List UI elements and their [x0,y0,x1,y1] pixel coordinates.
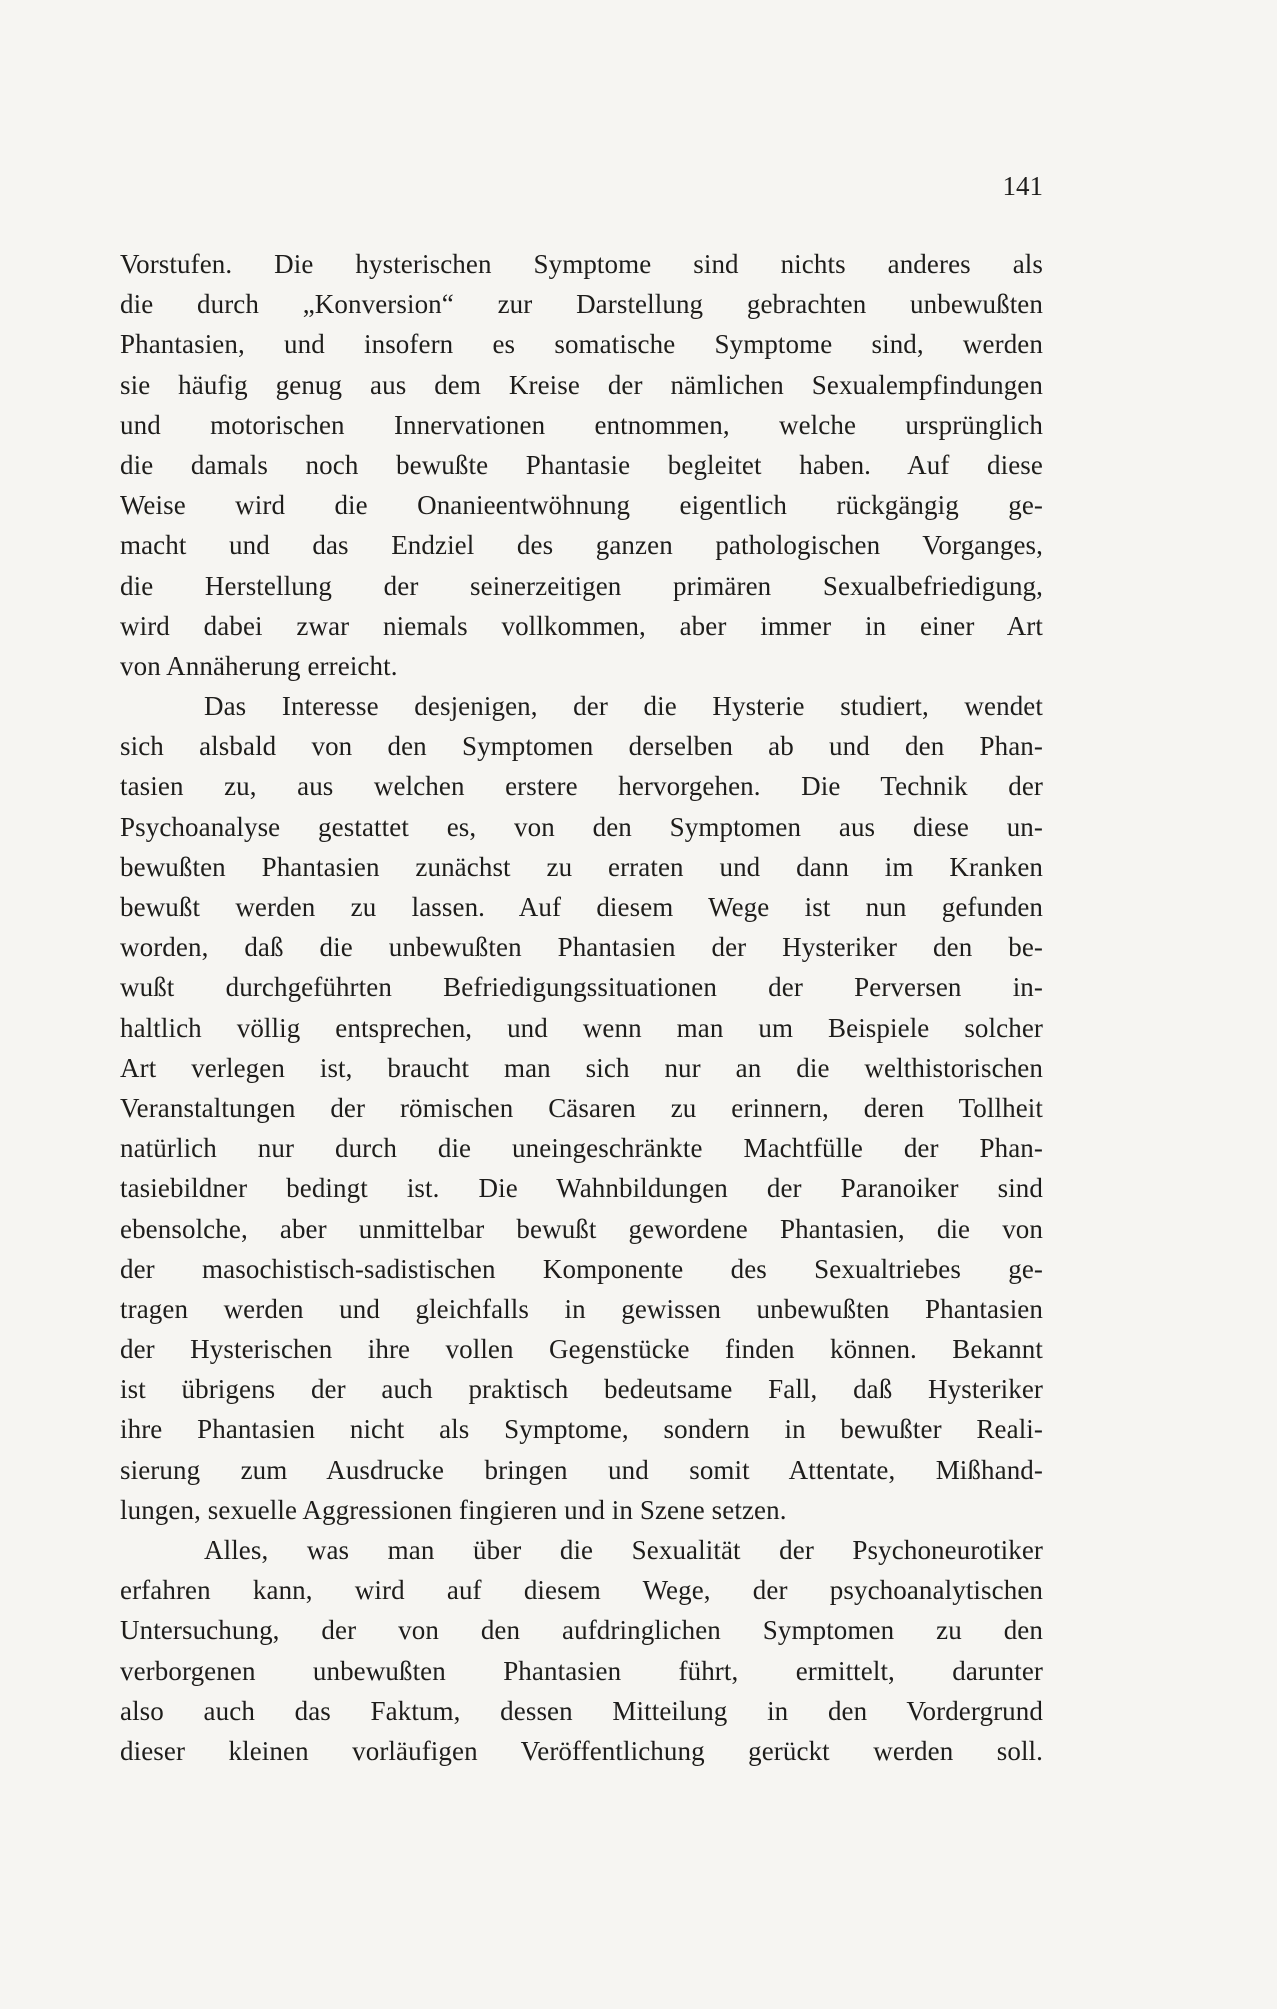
text-line: die Herstellung der seinerzeitigen primären Sexualbefriedigung, [120,570,1043,601]
text-line: und motorischen Innervationen entnommen, welche ursprünglich [120,409,1043,440]
text-line: wird dabei zwar niemals vollkommen, aber immer in einer Art [120,610,1043,641]
text-line: tasiebildner bedingt ist. Die Wahnbildungen der Paranoiker sind [120,1173,1043,1204]
text-line: sierung zum Ausdrucke bringen und somit Attentate, Mißhand- [120,1454,1043,1485]
text-line: lungen, sexuelle Aggressionen fingieren und in Szene setzen. [120,1494,787,1525]
paragraph [120,244,1043,686]
text-line: Alles, was man über die Sexualität der Psychoneurotiker [204,1535,1043,1565]
text-line: ebensolche, aber unmittelbar bewußt gewordene Phantasien, die von [120,1213,1043,1244]
text-line: Veranstaltungen der römischen Cäsaren zu erinnern, deren Tollheit [120,1092,1043,1123]
text-line: haltlich völlig entsprechen, und wenn man um Beispiele solcher [120,1012,1043,1043]
text-line: also auch das Faktum, dessen Mitteilung in den Vordergrund [120,1695,1043,1726]
text-line: der masochistisch-sadistischen Komponente des Sexualtriebes ge- [120,1253,1043,1284]
text-line: sich alsbald von den Symptomen derselben ab und den Phan- [120,731,1043,762]
text-line: erfahren kann, wird auf diesem Wege, der psychoanalytischen [120,1575,1043,1606]
paragraph [120,686,1043,1530]
text-line: tasien zu, aus welchen erstere hervorgehen. Die Technik der [120,771,1043,802]
text-line: Art verlegen ist, braucht man sich nur an die welthistorischen [120,1052,1043,1083]
text-line: die durch „Konversion“ zur Darstellung gebrachten unbewußten [120,289,1043,320]
text-line: Vorstufen. Die hysterischen Symptome sind nichts anderes als [120,249,1043,279]
paragraph [120,1530,1043,1771]
text-line: natürlich nur durch die uneingeschränkte Machtfülle der Phan- [120,1133,1043,1164]
text-line: der Hysterischen ihre vollen Gegenstücke finden können. Bekannt [120,1334,1043,1365]
text-line: macht und das Endziel des ganzen pathologischen Vorganges, [120,530,1043,561]
text-line: dieser kleinen vorläufigen Veröffentlichung gerückt werden soll. [120,1735,1043,1766]
text-line: tragen werden und gleichfalls in gewissen unbewußten Phantasien [120,1293,1043,1324]
text-line: ihre Phantasien nicht als Symptome, sondern in bewußter Reali- [120,1414,1043,1445]
text-line: ist übrigens der auch praktisch bedeutsame Fall, daß Hysteriker [120,1374,1043,1405]
text-line: verborgenen unbewußten Phantasien führt, ermittelt, darunter [120,1655,1043,1686]
text-line: bewußten Phantasien zunächst zu erraten und dann im Kranken [120,851,1043,882]
text-line: sie häufig genug aus dem Kreise der nämlichen Sexualempfindungen [120,369,1043,400]
text-line: von Annäherung erreicht. [120,650,398,681]
text-line: worden, daß die unbewußten Phantasien der Hysteriker den be- [120,932,1043,963]
text-line: Weise wird die Onanieentwöhnung eigentlich rückgängig ge- [120,490,1043,521]
text-line: wußt durchgeführten Befriedigungssituationen der Perversen in- [120,972,1043,1003]
text-line: Untersuchung, der von den aufdringlichen Symptomen zu den [120,1615,1043,1646]
text-line: die damals noch bewußte Phantasie begleitet haben. Auf diese [120,449,1043,480]
text-line: bewußt werden zu lassen. Auf diesem Wege ist nun gefunden [120,892,1043,922]
text-line: Phantasien, und insofern es somatische Symptome sind, werden [120,329,1043,360]
text-line: Psychoanalyse gestattet es, von den Symptomen aus diese un- [120,811,1043,842]
page-number: 141 [1002,171,1043,201]
text-line: Das Interesse desjenigen, der die Hysterie studiert, wendet [204,691,1043,722]
body-text [120,244,1043,1771]
